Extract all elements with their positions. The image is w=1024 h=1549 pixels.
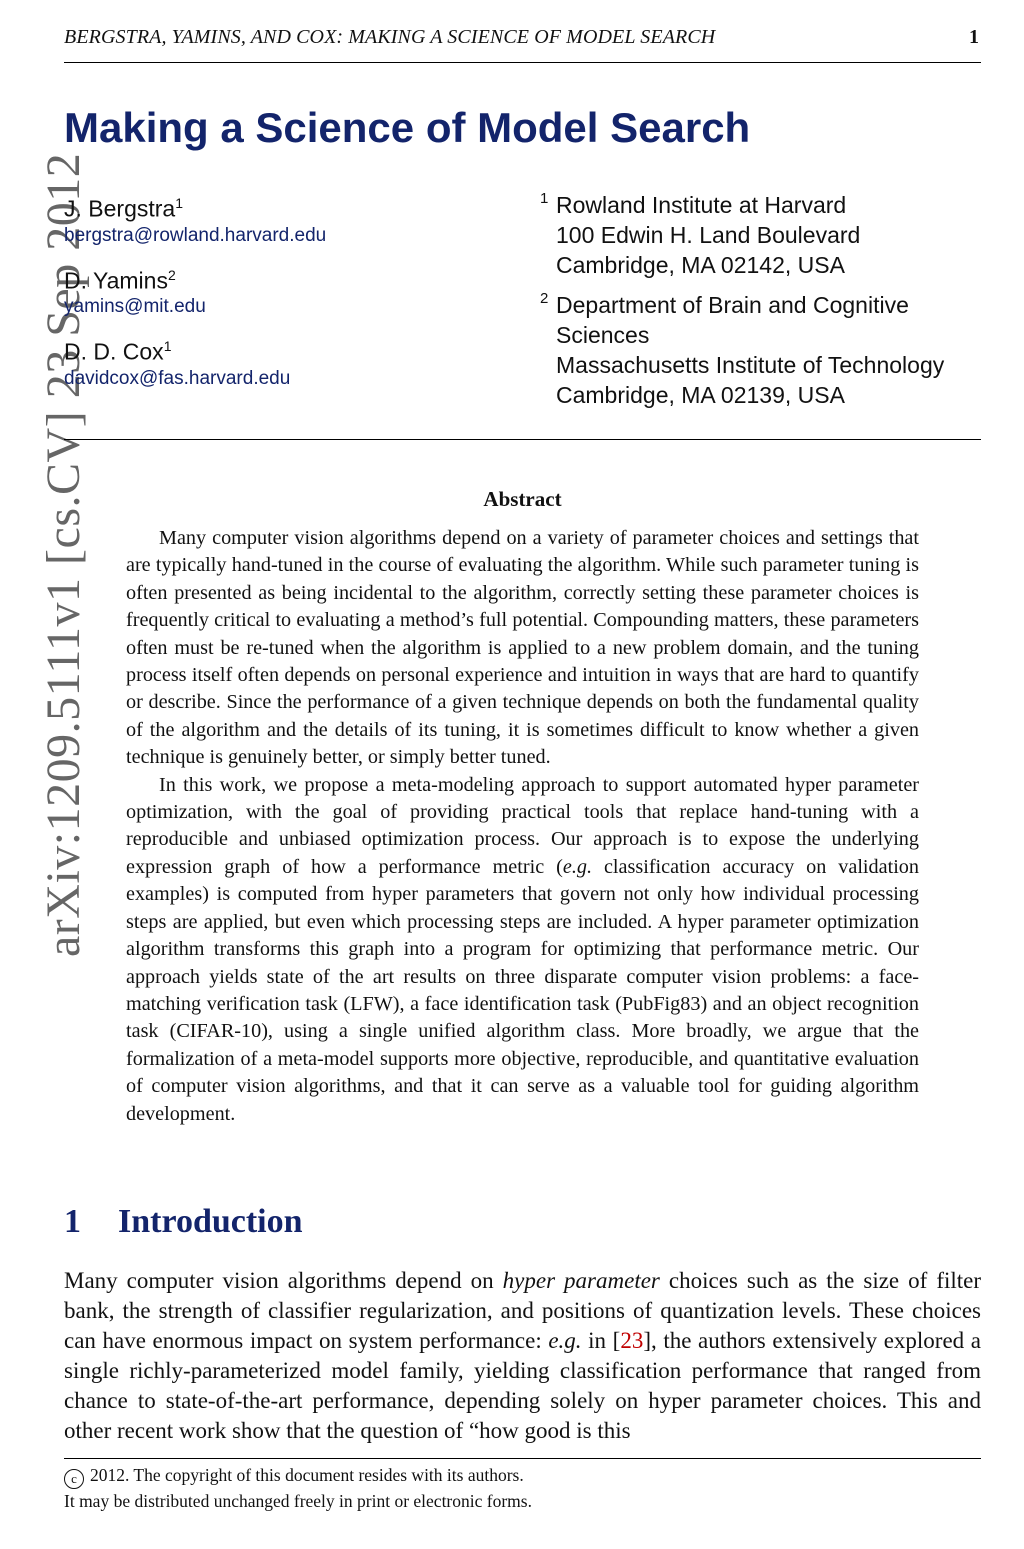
author-entry — [64, 188, 504, 248]
affiliation-mark: 2 — [540, 290, 549, 307]
author-name: D. D. Cox$^1$ — [64, 338, 172, 365]
section-heading — [64, 1200, 303, 1244]
affiliation-entry — [540, 290, 990, 410]
copyright-footnote — [64, 1463, 981, 1514]
affiliation-mark: 2 — [167, 266, 176, 283]
abstract-paragraph: Many computer vision algorithms depend on a variety of parameter choices and settings that are typically hand-tuned in the course of evaluating the algorithm. While such parameter tuning is often presented as being incidental to the algorithm, correctly setting these parameter choices is frequently critical to evaluating a method’s full potential. Compounding matters, these parameters often must be re-tuned when the algorithm is applied to a new problem domain, and the tuning process itself often depends on personal experience and intuition in ways that are hard to quantify or describe. Since the performance of a given technique depends on both the fundamental quality of the algorithm and the details of its tuning, it is sometimes difficult to know whether a given technique is genuinely better, or simply better tuned. — [126, 527, 919, 769]
author-entry — [64, 260, 504, 320]
affiliation-line: Rowland Institute at Harvard — [556, 192, 847, 218]
paper-title: Making a Science of Model Search — [64, 104, 751, 151]
abstract-body — [126, 525, 919, 1128]
section-number: 1 — [64, 1203, 81, 1240]
author-list — [64, 188, 504, 403]
affiliation-entry — [540, 190, 990, 280]
emphasis-text: hyper parameter — [502, 1268, 660, 1293]
affiliation-mark: 1 — [175, 195, 184, 211]
intro-paragraph: Many computer vision algorithms depend on hyper parameter choices such as the size of filter bank, the strength of classifier regularization, and positions of quantization levels. These choices can have enormous impact on system performance: e.g. in [23], the authors extensively explored a single richly-parameterized model family, yielding classification performance that ranged from chance to state-of-the-art performance, depending solely on hyper parameter choices. This and other recent work show that the question of “how good is this — [64, 1268, 982, 1443]
copyright-symbol: c — [64, 1469, 84, 1489]
affiliation-list — [540, 190, 990, 420]
author-email-link[interactable]: yamins@mit.edu — [64, 296, 206, 318]
affiliation-line: 100 Edwin H. Land Boulevard — [556, 222, 861, 248]
author-entry — [64, 331, 504, 391]
abstract-heading: Abstract — [483, 487, 562, 511]
running-head-title: BERGSTRA, YAMINS, AND COX: MAKING A SCIENCE OF MODEL SEARCH — [64, 26, 716, 48]
arxiv-stamp: arXiv:1209.5111v1 [cs.CV] 23 Sep 2012 — [37, 152, 90, 957]
running-head — [64, 26, 981, 63]
affiliation-line: Department of Brain and Cognitive — [556, 292, 909, 318]
header-divider — [64, 439, 981, 440]
author-email-link[interactable]: davidcox@fas.harvard.edu — [64, 367, 291, 389]
emphasis-text: e.g. — [562, 855, 593, 878]
emphasis-text: e.g. — [548, 1328, 582, 1353]
footnote-divider — [64, 1458, 981, 1459]
footnote-line: It may be distributed unchanged freely in print or electronic forms. — [64, 1491, 532, 1511]
citation-link[interactable]: 23 — [620, 1328, 644, 1353]
affiliation-line: Cambridge, MA 02139, USA — [556, 382, 845, 408]
footnote-line: c 2012. The copyright of this document resides with its authors. — [64, 1463, 981, 1489]
affiliation-line: Cambridge, MA 02142, USA — [556, 252, 845, 278]
author-name: J. Bergstra$^1$ — [64, 195, 184, 222]
affiliation-line: Massachusetts Institute of Technology — [556, 352, 945, 378]
abstract-paragraph: In this work, we propose a meta-modeling approach to support automated hyper parameter optimization, with the goal of providing practical tools that replace hand-tuning with a reproducible and unbiased optimization process. Our approach is to expose the underlying expression graph of how a performance metric (e.g. classification accuracy on validation examples) is computed from hyper parameters that govern not only how individual processing steps are applied, but even which processing steps are included. A hyper parameter optimization algorithm transforms this graph into a program for optimizing that performance metric. Our approach yields state of the art results on three disparate computer vision problems: a face-matching verification task (LFW), a face identification task (PubFig83) and an object recognition task (CIFAR-10), using a single unified algorithm class. More broadly, we argue that the formalization of a meta-model supports more objective, reproducible, and quantitative evaluation of computer vision algorithms, and that it can serve as a valuable tool for guiding algorithm development. — [126, 773, 919, 1125]
affiliation-line: Sciences — [556, 322, 650, 348]
affiliation-mark: 1 — [163, 338, 172, 355]
page-number: 1 — [969, 26, 979, 48]
affiliation-mark: 1 — [540, 190, 549, 207]
author-name: D. Yamins$^2$ — [64, 266, 176, 294]
section-title: Introduction — [118, 1203, 303, 1240]
author-email-link[interactable]: bergstra@rowland.harvard.edu — [64, 224, 327, 246]
